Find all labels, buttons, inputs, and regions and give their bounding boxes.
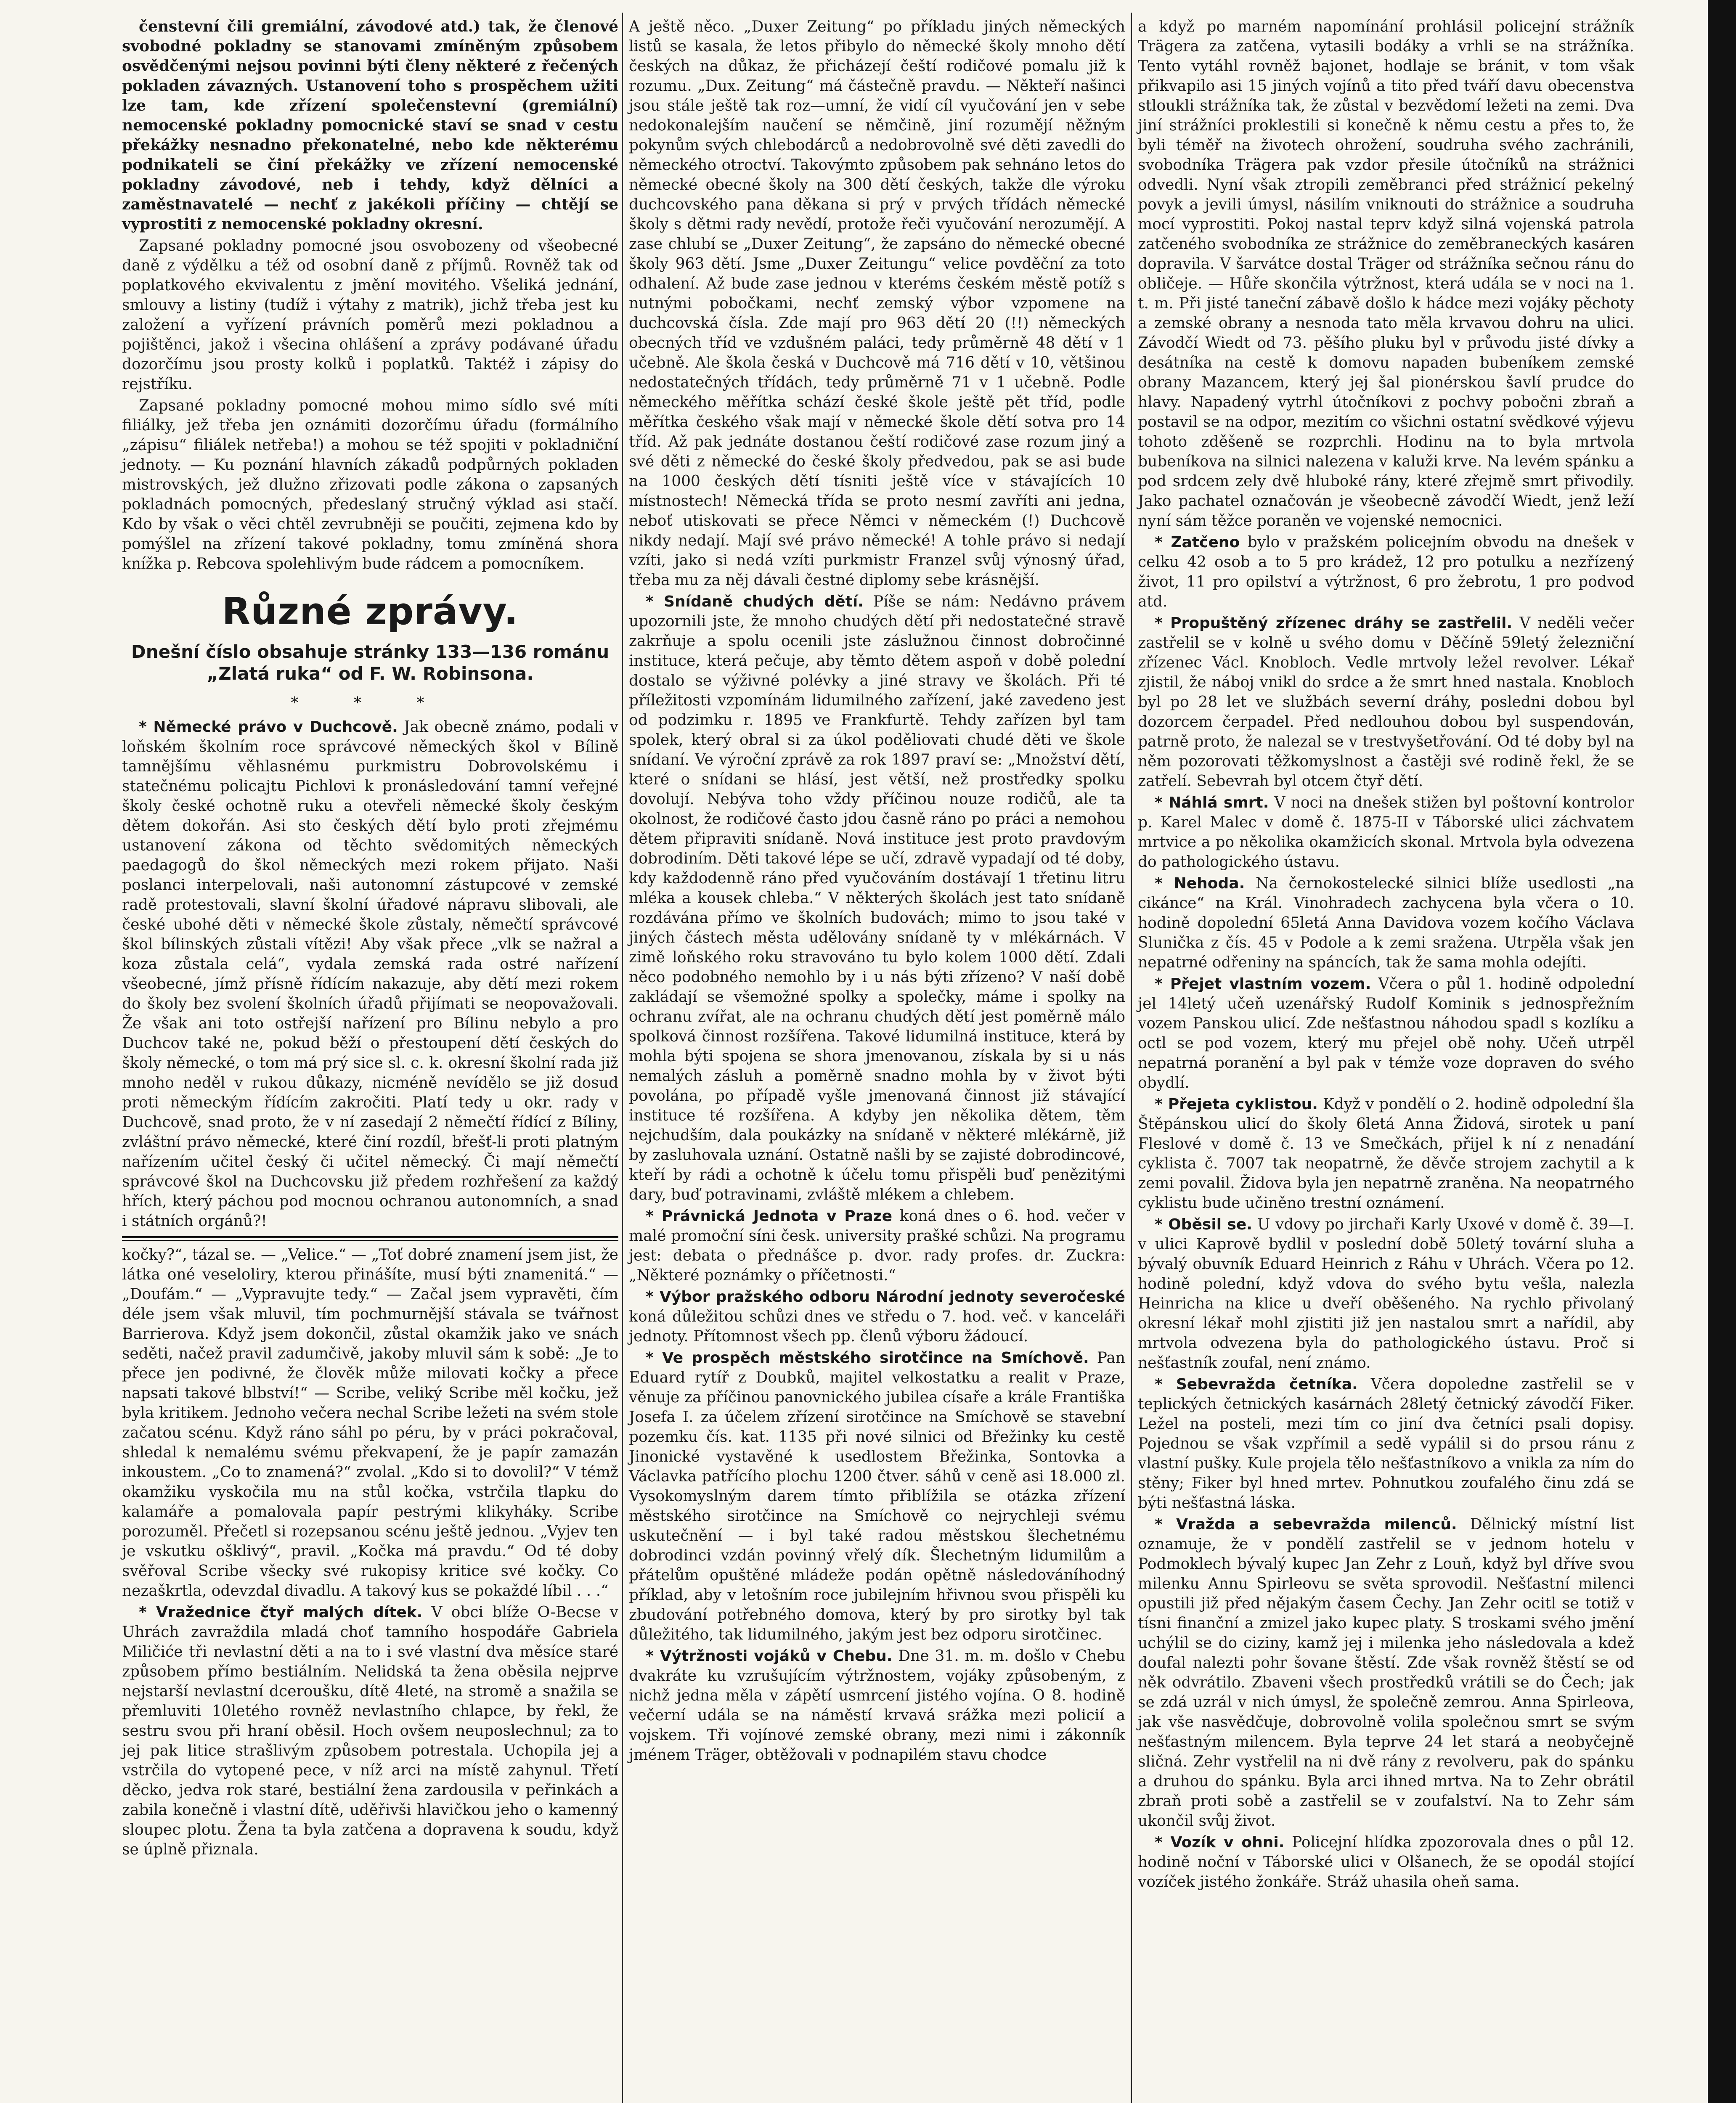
section-title: Různé zprávy. xyxy=(222,590,519,633)
article-headline: * Vozík v ohni. xyxy=(1155,1834,1285,1851)
paragraph: a když po marném napomínání prohlásil policejní strážník Trägera za zatčena, vytasili bodáky a vrhli se na strážníka. Tento vytáhl rovněž bajonet, hodlaje se bránit, v tom však přikvapilo asi 15 jiných vojínů a tito před tváří davu obecenstva stloukli strážníka tak, že zůstal v bezvědomí ležeti na zemi. Dva jiní strážníci proklestili si konečně k němu cestu a přes to, že byli téměř na životech ohrožení, soudruha svého zachránili, svobodníka Trägera pak vzdor přesile útočníků na strážnici odvedli. Nyní však ztropili zeměbranci před strážnicí pekelný povyk a jevili úmysl, násilím vniknouti do strážnice a soudruha mocí vyprostiti. Pokoj nastal teprv když silná vojenská patrola zatčeného svobodníka ze strážnice do zeměbraneckých kasáren dopravila. V šarvátce dostal Träger od strážníka sečnou ránu do obličeje. — Hůře skončila výtržnost, která udála se v noci na 1. t. m. Při jisté taneční zábavě došlo k hádce mezi vojáky pěchoty a zemské obrany a nesnoda tato měla krvavou dohru na ulici. Závodčí Wiedt od 73. pěšího pluku byl v průvodu jisté dívky a desátníka na cestě k domovu napaden bubeníkem zemské obrany Mazancem, který jej šal pionérskou šavlí prudce do hlavy. Napadený vytrhl útočníkovi z pochvy pobočni zbraň a postavil se na odpor, mezitím co všichni ostatní svědkové výjevu tohoto zděšeně se rozprchli. Hodinu na to byla mrtvola bubeníkova na silnici nalezena v kaluži krve. Na levém spánku a pod srdcem zely dvě hluboké rány, které zřejmě smrt přivodily. Jako pachatel označován je všeobecně závodčí Wiedt, jenž leží nyní sám těžce poraněn ve vojenské nemocnici. xyxy=(1138,18,1634,530)
article-body: V neděli večer zastřelil se v kolně u svého domu v Děčíně 59letý železniční zřízenec Václ. Knobloch. Vedle mrtvoly ležel revolver. Lékař zjistil, že náboj vnikl do srdce a že smrt hned nastala. Knobloch byl po 28 let ve službách severní dráhy, posledni dobou byl dozorcem čerpadel. Před nedlouhou dobou byl suspendován, patrně proto, že nalezal se v trestvyšetřování. Od té doby byl na něm pozorovati těžkomyslnost a častěji své rodině řekl, že se zatřelí. Sebevrah byl otcem čtyř dětí. xyxy=(1138,614,1634,790)
article-body: koná dnes o 6. hod. večer v malé promoční síni česk. university prašké schůzi. Na programu jest: debata o přednášce p. dvor. rady profes. dr. Zuckra: „Některé poznámky o příčetnosti.“ xyxy=(629,1208,1125,1284)
article-headline: * Zatčeno xyxy=(1155,534,1240,551)
article xyxy=(1138,1094,1634,1213)
article-body: Dne 31. m. m. došlo v Chebu dvakráte ku vzrušujícím výtržnostem, vojáky způsobeným, z nichž jedna měla v zápětí usmrcení jistého vojína. O 8. hodině večerní udála se na náměstí krvavá srážka mezi policií a vojskem. Tři vojínové zemské obrany, mezi nimi i zákonník jménem Träger, obtěžovali v podnapilém stavu chodce xyxy=(629,1647,1125,1764)
article-body: Jak obecně známo, podali v loňském školním roce správcové německých škol v Bílině tamnějšímu věhlasnému purkmistru Dobrovolskému i statečnému policajtu Pichlovi k pronásledování tamní veřejné školy české ochotně ruku a otevřeli německé školy českým dětem dokořán. Asi sto českých dětí bylo proti zřejmému ustanovení zákona od těchto svědomitých německých paedagogů do škol německých mezi rokem přijato. Naši poslanci interpelovali, naši autonomní zástupcové v zemské radě protestovali, slavní školní úřadové nápravu slibovali, ale české ubohé děti v německé škole zůstaly, němečtí správcové škol bílinských zůstali vítězi! Aby však přece „vlk se nažral a koza zůstala celá“, vydala zemská rada ostré nařízení všeobecné, jímž přísně řídícím nakazuje, aby dětí mezi rokem do školy bez svolení školních úřadů přijímati se neopovažovali. Že však ani toto ostřejší nařízení pro Bílinu nebylo a pro Duchcov také ne, pokud běží o přestoupení dětí českých do školy německé, o tom má prý sice sl. c. k. okresní školní rada již mnoho neděl v rukou důkazy, nicméně nevídělo se již dosud proti německým řídícím zakročiti. Platí tedy u okr. rady v Duchcově, snad proto, že v ní zasedají 2 němečtí řídící z Bíliny, zvláštní právo německé, které činí rozdíl, břešť-li proti platným nařízením učitel český či učitel německý. Či mají němečtí správcové škol na Duchcovsku již předem rozhřešení za každý hřích, který páchou pod mocnou ochranou autonomních, a snad i státních orgánů?! xyxy=(122,718,618,1230)
article xyxy=(629,1348,1125,1645)
article xyxy=(122,717,618,1231)
column-1 xyxy=(122,17,618,1861)
article-headline: * Vražednice čtyř malých dítek. xyxy=(139,1604,423,1621)
feuilleton-divider xyxy=(122,1236,618,1241)
article-body: Když v pondělí o 2. hodině odpolední šla Štěpánskou ulicí do školy 6letá Anna Židová, sirotek u paní Fleslové v domě č. 13 ve Smečkách, přijel k ní z nenadání cyklista č. 7007 tak neopatrně, že děvče strojem zachytil a k zemi povalil. Židova byla jen nepatrně zraněna. Na neopatrného cyklistu bude učiněno trestní oznámení. xyxy=(1138,1096,1634,1212)
article-body: Na černokostelecké silnici blíže usedlosti „na cikánce“ na Král. Vinohradech zachycena byla včera o 10. hodině dopolední 65letá Anna Davidova vozem kočího Václava Slunička z čís. 45 v Podole a k zemi sražena. Utrpěla však jen nepatrné odřeniny na spáncích, tak že sama mohla odejíti. xyxy=(1138,875,1634,971)
article xyxy=(122,1602,618,1859)
article-body: Včera dopoledne zastřelil se v teplických četnických kasárnách 28letý četnický závodčí Fiker. Ležel na posteli, mezi tím co jiní dva četníci psali dopisy. Pojednou se však vzpřímil a sedě vypálil si do prsou ránu z vlastní pušky. Kule projela tělo nešťastníkovo a vnikla za ním do stěny; Fiker byl hned mrtev. Pohnutkou zoufalého činu zdá se býti nešťastná láska. xyxy=(1138,1376,1634,1512)
article-body: Včera o půl 1. hodině odpolední jel 14letý učeň uzenářský Rudolf Kominik s jednospřežním vozem Panskou ulicí. Zde nešťastnou náhodou spadl s kozlíku a octl se pod vozem, který mu přejel obě nohy. Učeň utrpěl nepatrná poranění a byl pak v témže voze dopraven do svého obydlí. xyxy=(1138,975,1635,1091)
article xyxy=(1138,874,1634,972)
article-headline: * Náhlá smrt. xyxy=(1155,794,1269,811)
article xyxy=(1138,532,1634,612)
article xyxy=(1138,974,1634,1093)
article xyxy=(1138,1215,1634,1373)
feuilleton-text: kočky?“, tázal se. — „Velice.“ — „Toť dobré znamení jsem jist, že látka oné veseloliry, kterou přinášíte, musí býti znamenitá.“ — „Doufám.“ — „Vypravujte tedy.“ — Začal jsem vypravěti, čím déle jsem však mluvil, tím pochmurnější stávala se tvářnost Barrierova. Když jsem dokončil, zůstal okamžik jako ve snách seděti, načež pravil zadumčivě, jakoby mluvil sám k sobě: „Je to přece jen podivné, že člověk může milovati kočky a přece napsati takové blbství!“ — Scribe, veliký Scribe měl kočku, jež byla kritikem. Jednoho večera nechal Scribe ležeti na svém stole začatou scénu. Když ráno sáhl po péru, by v práci pokračoval, shledal k nemalému svému překvapení, že je papír zamazán inkoustem. „Co to znamená?“ zvolal. „Kdo si to dovolil?“ V témž okamžiku vyskočila mu na stůl kočka, vstrčila tlapku do kalamáře a pomalovala papír pestrými klikyháky. Scribe porozuměl. Přečetl si rozepsanou scénu ještě jednou. „Vyjev ten je vskutku ošklivý“, pravil. „Kočka má pravdu.“ Od té doby svěřoval Scribe všecky své rukopisy kritice své kočky. Co nezaškrtla, odevzdal divadlu. A takový kus se pokaždé líbil . . .“ xyxy=(122,1246,618,1600)
article xyxy=(629,1287,1125,1346)
paragraph: Zapsané pokladny pomocné mohou mimo sídlo své míti filiálky, jež třeba jen oznámiti dozorčímu úřadu (formálního „zápisu“ filiálek netřeba!) a mohou se též spojiti v pokladniční jednoty. — Ku poznání hlavních zákadů podpůrných pokladen mistrovských, jež dlužno zřizovati podle zákona o zapsaných pokladnách pomocných, předeslaný stručný výklad asi stačí. Kdo by však o věci chtěl zevrubněji se poučiti, zejmena kdo by pomýšlel na zřízení takové pokladny, tomu zmíněná shora knížka p. Rebcova spolehlivým bude rádcem a pomocníkem. xyxy=(122,397,618,572)
article-body: Píše se nám: Nedávno právem upozornili jste, že mnoho chudých dětí při nedostatečné stravě zakrňuje a spolu ocenili jste záslužnou činnost dobročinné instituce, která pečuje, aby těmto dětem aspoň v době polední dostalo se výživné polévky a jiné stravy ve školách. Při té příležitosti vzpomínám lidumilného zařízení, jaké zavedeno jest od podzimku r. 1895 ve Frankfurtě. Tehdy zařízen byl tam spolek, který obral si za úkol poděliovati chudé děti ve škole snídaní. Ve výroční zprávě za rok 1897 praví se: „Množství dětí, které o snídani se hlásí, jest větší, než prostředky spolku dovolují. Nebýva toho vždy příčinou nouze rodičů, ale ta okolnost, že rodičové často jdou časně ráno po práci a nemohou dětem připraviti snídaně. Nová instituce jest proto pravdovým dobrodiním. Děti takové lépe se učí, zdravě vypadají od té doby, kdy každodenně ráno před vyučováním dostávají 1 třetinu litru mléka a kousek chleba.“ V některých školách jest tato snídaně rozdávána přímo ve školních budovách; mimo to jsou také v jiných částech města udělovány snídaně ty v mlékárnách. V zimě loňského roku stravováno tu bylo kolem 1000 dětí. Zdali něco podobného nemohlo by i u nás býti zřízeno? V naší době zakládají se všemožné spolky a společky, máme i spolky na ochranu zvířat, ale na ochranu chudých dětí jest poměrně málo spolková činnost rozšířena. Takové lidumilná instituce, která by mohla býti spojena se shora jmenovanou, získala by si u nás nemalých zásluh a poměrně snadno mohla by v život býti povolána, po případě vyšle jmenovaná činnost již stávající instituce té rozšířena. A kdyby jen několika dětem, těm nejchudším, dala poukázky na snídaně v některé mlékárně, již by zasluhovala uznání. Ostatně našli by se zajisté dobrodincové, kteří by rádi a ochotně k účelu tomu přispěli buď penězitými dary, buď potravinami, zvláště mlékem a chlebem. xyxy=(629,593,1125,1203)
article xyxy=(629,1206,1125,1285)
article-headline: * Právnická Jednota v Praze xyxy=(646,1208,893,1225)
article-body: Dělnický místní list oznamuje, že v pondělí zastřelil se v jednom hotelu v Podmoklech bývalý kupec Jan Zehr z Louň, když byl dříve svou milenku Annu Spirleovu se světa sprovodil. Nešťastní milenci opustili již před nějakým časem Čechy. Jan Zehr ocitl se totiž v tísni finanční a zmizel jako kupec platy. S troskami svého jmění uchýlil se do ciziny, kamž jej i milenka jeho následovala a kdež doufal nalezti pohr šovane štěstí. Zde však rovněž štěstí se od něk odvrátilo. Zbaveni všech prostředků vrátili se do Čech; jak se zdá uzrál v nich úmysl, že společně zemrou. Anna Spirleova, jak vše nasvědčuje, dobrovolně volila společnou smrt se svým nešťastným milencem. Byla teprve 24 let stará a neobyčejně sličná. Zehr vystřelil na ni dvě rány z revolveru, pak do spánku a druhou do spánku. Byla arci ihned mrtva. Na to Zehr obrátil zbraň proti sobě a zastřelil se v zoufalství. Na to Zehr sám ukončil svůj život. xyxy=(1138,1516,1634,1830)
paragraph: A ještě něco. „Duxer Zeitung“ po příkladu jiných německých listů se kasala, že letos přibylo do německé školy mnoho dětí českých na důkaz, že přicházejí čeští rodičové pomalu již k rozumu. „Dux. Zeitung“ má částečně pravdu. — Někteří našinci jsou stále ještě tak roz—umní, že vidí cíl vyučování jen v sebe nedokonalejším naučení se němčině, jiní rozumějí něžným pokynům svých chlebodárců a nedobrovolně své děti zavedli do německého otroctví. Takovýmto způsobem pak sehnáno letos do německé obecné školy na 300 dětí českých, takže dle výroku duchcovského pana děkana si prý v prvých třídách německé školy s dětmi rady nevědí, protože řeči vyučování nerozumějí. A zase chlubí se „Duxer Zeitung“, že zapsáno do německé obecné školy 963 dětí. Jsme „Duxer Zeitungu“ velice povděční za toto odhalení. Až bude zase jednou v kteréms českém městě potíž s nutnými pobočkami, nechť zemský výbor vzpomene na duchcovská čísla. Zde mají pro 963 dětí 20 (!!) německých obecných tříd ve vzdušném paláci, tedy průměrně 48 dětí v 1 učebně. Ale škola česká v Duchcově má 716 dětí v 10, většinou nedostatečných třídách, tedy průměrně 71 v 1 učebně. Podle německého měřítka schází české škole ještě pět tříd, podle měřítka českého však mají v německé škole dětí sotva pro 14 tříd. Až pak jednáte dostanou čeští rodičové zase rozum jiný a své děti z německé do české školy předvedou, pak se asi bude na 1000 českých dětí tísniti ještě více v stávajících 10 místnostech! Německá třída se proto nesmí zavříti ani jedna, neboť utiskovati se přece Němci v německém (!) Duchcově nikdy nedají. Mají své právo německé! A tohle právo si nedají vzíti, jako si nedá vzíti purkmistr Franzel svůj výnosný úřad, třeba mu za něj dávali čestné diplomy sebe krásnější. xyxy=(629,18,1125,589)
serial-notice: Dnešní číslo obsahuje stránky 133—136 románu „Zlatá ruka“ od F. W. Robinsona. xyxy=(131,641,610,684)
article xyxy=(1138,613,1634,791)
article xyxy=(1138,793,1634,872)
article-body: V noci na dnešek stižen byl poštovní kontrolor p. Karel Malec v domě č. 1875-II v Táborské ulici záchvatem mrtvice a po několika okamžicích skonal. Mrtvola byla odvezena do pathologického ústavu. xyxy=(1138,794,1635,871)
separator-stars: * * * xyxy=(291,694,450,712)
article-body: Pan Eduard rytíř z Doubků, majitel velkostatku a realit v Praze, věnuje za příčinou panovnického jubilea císaře a krále Františka Josefa I. za účelem zřízení sirotčince na Smíchově se stavební pozemku čís. kat. 1135 při nové silnici od Břežinky ku cestě Jinonické vystavěné k usedlostem Břežinka, Sontovka a Václavka patřícího plochu 1200 čtver. sáhů v ceně asi 18.000 zl. Vysokomyslným darem tímto přiblížila se otázka zřízení městského sirotčince na Smíchově co nejrychleji svému uskutečnění — i byl také radou městskou šlechetnému dobrodinci vzdán povinný vřelý dík. Šlechetným lidumilům a přátelům opuštěné mládeže podán opětně následováníhodný příklad, aby v letošním roce jubilejním hřivnou svou přispěli ku zbudování potřebného domova, který by pro sirotky byl tak důležitého, tak lidumilného, jakým jest bez odporu sirotčinec. xyxy=(629,1349,1125,1643)
article-body: U vdovy po jirchaři Karly Uxové v domě č. 39—I. v ulici Kaprově bydlil v poslední době 50letý tovární sluha a bývalý obuvník Eduard Heinrich z Ráhu v Uhrách. Včera po 12. hodině polední, když vdova do svého bytu vešla, nalezla Heinricha na klice u dveří oběšeného. Na rychlo přivolaný okresní lékař mohl zjistiti již jen nastalou smrt a nařídil, aby mrtvola odvezena byla do pathologického ústavu. Proč si nešťastník zoufal, není známo. xyxy=(1138,1216,1635,1372)
column-3 xyxy=(1138,17,1634,1894)
article xyxy=(629,592,1125,1205)
article-headline: * Výbor pražského odboru Národní jednoty severočeské xyxy=(646,1288,1125,1306)
article xyxy=(1138,1833,1634,1892)
article-headline: * Ve prospěch městského sirotčince na Smíchově. xyxy=(646,1349,1089,1367)
article-headline: * Německé právo v Duchcově. xyxy=(139,718,398,736)
column-2 xyxy=(629,17,1125,1767)
article-body: V obci blíže O-Becse v Uhrách zavraždila mladá choť tamního hospodáře Gabriela Miličiće tři nevlastní děti a na to i své vlastní dva měsíce staré způsobem přímo bestiálním. Nelidská ta žena oběsila nejprve nejstarší nevlastní dceroušku, dítě 4leté, na stromě a snažila se přemluviti 10letého rovněž nevlastního chlapce, by řekl, že sestru svou při hraní oběsil. Hoch ovšem neuposlechnul; za to jej pak litice strašlivým způsobem potrestala. Uchopila jej a vstrčila do vytopené pece, v níž arci na místě zahynul. Třetí děcko, jedva rok staré, bestiální žena zardousila v peřinkách a zabila konečně i vlastní dítě, uděřivši hlavičkou jeho o kamenný sloupec plotu. Žena ta byla zatčena a dopravena k soudu, když se úplně přiznala. xyxy=(122,1604,619,1858)
article-headline: * Vražda a sebevražda milenců. xyxy=(1155,1516,1457,1533)
article-headline: * Přejeta cyklistou. xyxy=(1155,1096,1318,1113)
article-headline: * Propuštěný zřízenec dráhy se zastřelil. xyxy=(1155,614,1513,632)
article-headline: * Oběsil se. xyxy=(1155,1216,1252,1233)
paragraph: čenstevní čili gremiální, závodové atd.) tak, že členové svobodné pokladny se stanovami zmíněným způsobem osvědčenými nejsou povinni býti členy některé z řečených pokladen závazných. Ustanovení toho s prospěchem užiti lze tam, kde zřízení společenstevní (gremiální) nemocenské pokladny pomocnické staví se snad v cestu překážky nesnadno překonatelné, nebo kde některému podnikateli se činí překážky ve zřízení nemocenské pokladny závodové, neb i tehdy, když dělníci a zaměstnavatelé — nechť z jakékoli příčiny — chtějí se vyprostiti z nemocenské pokladny okresní. xyxy=(122,18,618,233)
article-body: bylo v pražském policejním obvodu na dnešek v celku 42 osob a to 5 pro krádež, 12 pro potulku a nezřízený život, 11 pro opilství a výtržnost, 6 pro žebrotu, 1 pro podvod atd. xyxy=(1138,534,1634,610)
article-headline: * Výtržnosti vojáků v Chebu. xyxy=(646,1647,893,1665)
column-divider xyxy=(1131,13,1132,2103)
article-headline: * Sebevražda četníka. xyxy=(1155,1376,1358,1393)
page-edge-shadow xyxy=(1708,0,1736,2103)
column-divider xyxy=(622,13,623,2103)
article-body: Policejní hlídka zpozorovala dnes o půl 12. hodině noční v Táborské ulici v Olšanech, že se opodál stojící vozíček jistého žonkáře. Stráž uhasila oheň sama. xyxy=(1138,1834,1634,1891)
paragraph: Zapsané pokladny pomocné jsou osvobozeny od všeobecné daně z výdělku a též od osobní daně z příjmů. Rovněž tak od poplatkového ekvivalentu z jmění movitého. Všeliká jednání, smlouvy a listiny (tudíž i výtahy z matrik), jichž třeba jest ku založení a vyřízení právních poměrů mezi pokladnou a pojištěnci, jakož i všecina ohlášení a zprávy podávané úřadu dozorčímu jsou prosty kolků i poplatků. Taktéž i zápisy do rejstříku. xyxy=(122,237,618,393)
article-headline: * Přejet vlastním vozem. xyxy=(1155,975,1371,993)
article-headline: * Snídaně chudých dětí. xyxy=(646,593,864,610)
article-body: koná důležitou schůzi dnes ve středu o 7. hod. več. v kanceláři jednoty. Přítomnost všech pp. členů výboru žádoucí. xyxy=(629,1308,1125,1345)
article xyxy=(1138,1375,1634,1513)
article xyxy=(629,1646,1125,1765)
article-headline: * Nehoda. xyxy=(1155,875,1245,892)
article xyxy=(1138,1515,1634,1831)
